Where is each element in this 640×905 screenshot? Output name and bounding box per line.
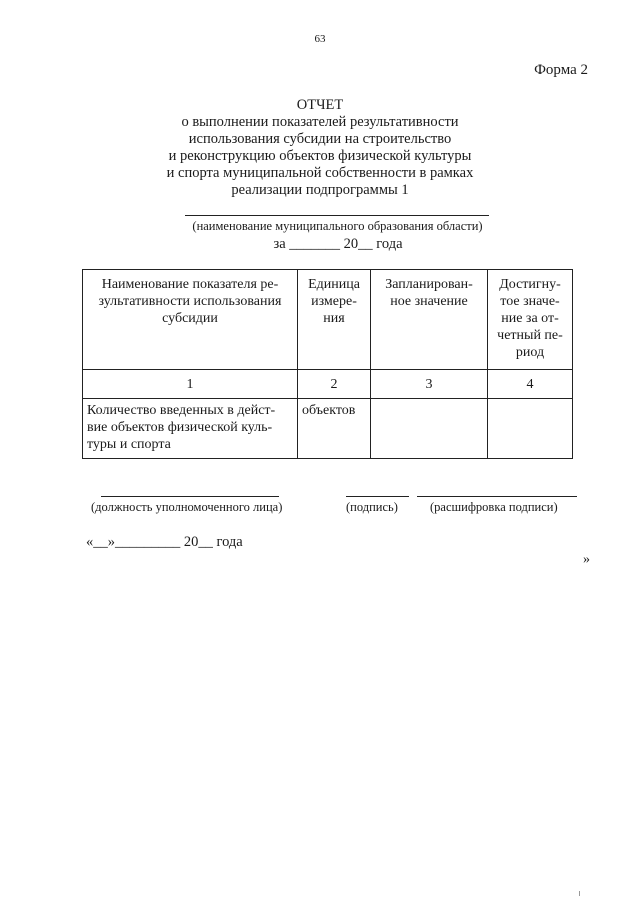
closing-quote: » bbox=[583, 552, 590, 567]
period-suffix: года bbox=[376, 236, 403, 252]
report-title bbox=[0, 97, 640, 199]
header-achieved-value bbox=[488, 270, 573, 370]
indicator-line: вие объектов физической куль- bbox=[87, 420, 273, 435]
achieved-value-cell[interactable] bbox=[488, 399, 573, 459]
header-line: ное значение bbox=[390, 294, 468, 309]
period-prefix: за bbox=[273, 236, 286, 252]
title-line: реализации подпрограммы 1 bbox=[231, 182, 409, 198]
signature-caption: (подпись) bbox=[346, 500, 398, 514]
unit-cell: объектов bbox=[298, 399, 371, 459]
signing-date-line[interactable]: «__»_________ 20__ года bbox=[86, 534, 243, 550]
position-caption: (должность уполномоченного лица) bbox=[91, 500, 283, 514]
header-line: риод bbox=[515, 345, 545, 360]
header-line: измере- bbox=[311, 294, 357, 309]
title-line: и спорта муниципальной собственности в рамках bbox=[166, 165, 474, 181]
decoding-signature-line[interactable] bbox=[417, 496, 577, 497]
header-line: тое значе- bbox=[500, 294, 560, 309]
indicator-name-cell bbox=[83, 399, 298, 459]
column-number: 4 bbox=[488, 370, 573, 399]
municipality-caption: (наименование муниципального образования области) bbox=[192, 219, 483, 233]
title-line: и реконструкцию объектов физической культуры bbox=[168, 148, 472, 164]
table-header-row bbox=[83, 270, 573, 370]
header-line: ния bbox=[323, 311, 345, 326]
decoding-caption: (расшифровка подписи) bbox=[430, 500, 558, 514]
header-indicator-name bbox=[83, 270, 298, 370]
header-line: зультативности использования bbox=[98, 294, 282, 309]
planned-value-cell[interactable] bbox=[371, 399, 488, 459]
header-planned-value bbox=[371, 270, 488, 370]
report-period bbox=[0, 236, 640, 253]
indicators-table bbox=[82, 269, 573, 459]
column-number: 2 bbox=[298, 370, 371, 399]
indicator-line: туры и спорта bbox=[87, 437, 171, 452]
header-line: Достигну- bbox=[499, 277, 561, 292]
indicator-line: Количество введенных в дейст- bbox=[87, 403, 276, 418]
header-unit bbox=[298, 270, 371, 370]
period-year[interactable]: 20__ bbox=[343, 236, 373, 252]
title-line: о выполнении показателей результативности bbox=[181, 114, 459, 130]
column-number-row bbox=[83, 370, 573, 399]
column-number: 1 bbox=[83, 370, 298, 399]
header-line: четный пе- bbox=[497, 328, 563, 343]
municipality-name-line[interactable] bbox=[185, 215, 489, 216]
header-line: Запланирован- bbox=[385, 277, 473, 292]
page-number: 63 bbox=[314, 33, 326, 45]
title-line: ОТЧЕТ bbox=[296, 97, 344, 113]
header-line: ние за от- bbox=[501, 311, 559, 326]
period-blank[interactable]: _______ bbox=[289, 236, 341, 252]
signature-line[interactable] bbox=[346, 496, 409, 497]
header-line: Единица bbox=[308, 277, 360, 292]
header-line: Наименование показателя ре- bbox=[101, 277, 279, 292]
table-row bbox=[83, 399, 573, 459]
scan-edge-mark bbox=[579, 891, 580, 896]
position-signature-line[interactable] bbox=[101, 496, 279, 497]
form-label: Форма 2 bbox=[534, 62, 588, 78]
header-line: субсидии bbox=[162, 311, 218, 326]
title-line: использования субсидии на строительство bbox=[188, 131, 452, 147]
column-number: 3 bbox=[371, 370, 488, 399]
